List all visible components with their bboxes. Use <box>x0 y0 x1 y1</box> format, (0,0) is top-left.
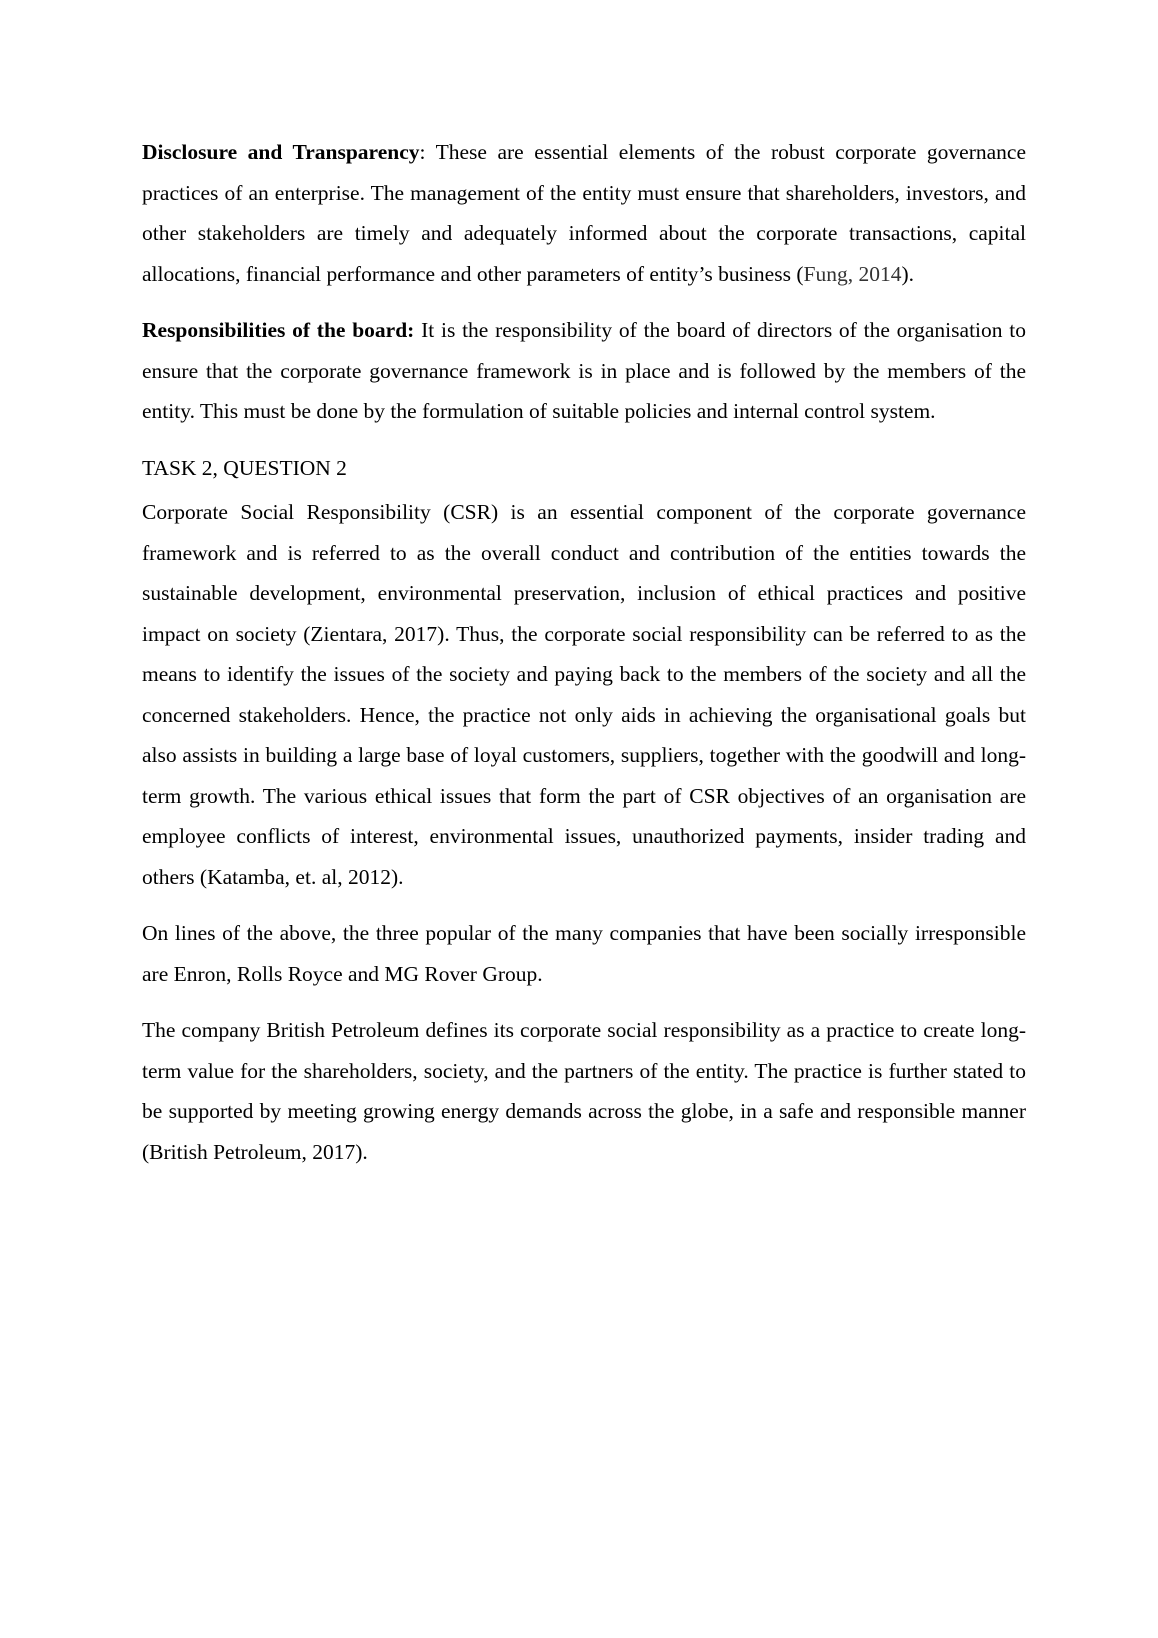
disclosure-text: These are essential elements of the robust corporate governance practices of an enterprise. The management of the entity must ensure that shareholders, investors, and other stakeholders are timely and adequately informed about the corporate transactions, capital allocations, financial performance and other parameters of entity’s business ( <box>142 140 1026 286</box>
bp-paragraph: The company British Petroleum defines its corporate social responsibility as a practice to create long-term value for the shareholders, society, and the partners of the entity. The practice is further stated to be supported by meeting growing energy demands across the globe, in a safe and responsible manner (British Petroleum, 2017). <box>142 1018 1026 1164</box>
disclosure-citation: Fung, 2014 <box>803 261 902 286</box>
board-title: Responsibilities of the board: <box>142 318 415 342</box>
task-heading: TASK 2, QUESTION 2 <box>142 455 347 480</box>
csr-paragraph: Corporate Social Responsibility (CSR) is an essential component of the corporate governance framework and is referred to as the overall conduct and contribution of the entities towards the sustainable development, environmental preservation, inclusion of ethical practices and positive impact on society (Zientara, 2017). Thus, the corporate social responsibility can be referred to as the means to identify the issues of the society and paying back to the members of the society and all the concerned stakeholders. Hence, the practice not only aids in achieving the organisational goals but also assists in building a large base of loyal customers, suppliers, together with the goodwill and long-term growth. The various ethical issues that form the part of CSR objectives of an organisation are employee conflicts of interest, environmental issues, unauthorized payments, insider trading and others (Katamba, et. al, 2012). <box>142 500 1026 889</box>
board-paragraph <box>142 310 1026 432</box>
disclosure-title: Disclosure and Transparency <box>142 140 420 164</box>
document-page <box>142 132 1026 1188</box>
disclosure-paragraph <box>142 132 1026 294</box>
disclosure-separator: : <box>419 140 426 164</box>
board-text: It is the responsibility of the board of directors of the organisation to ensure that the corporate governance framework is in place and is followed by the members of the entity. This must be done by the formulation of suitable policies and internal control system. <box>142 318 1026 423</box>
disclosure-end: ). <box>901 261 914 286</box>
companies-paragraph: On lines of the above, the three popular of the many companies that have been socially irresponsible are Enron, Rolls Royce and MG Rover Group. <box>142 921 1026 986</box>
